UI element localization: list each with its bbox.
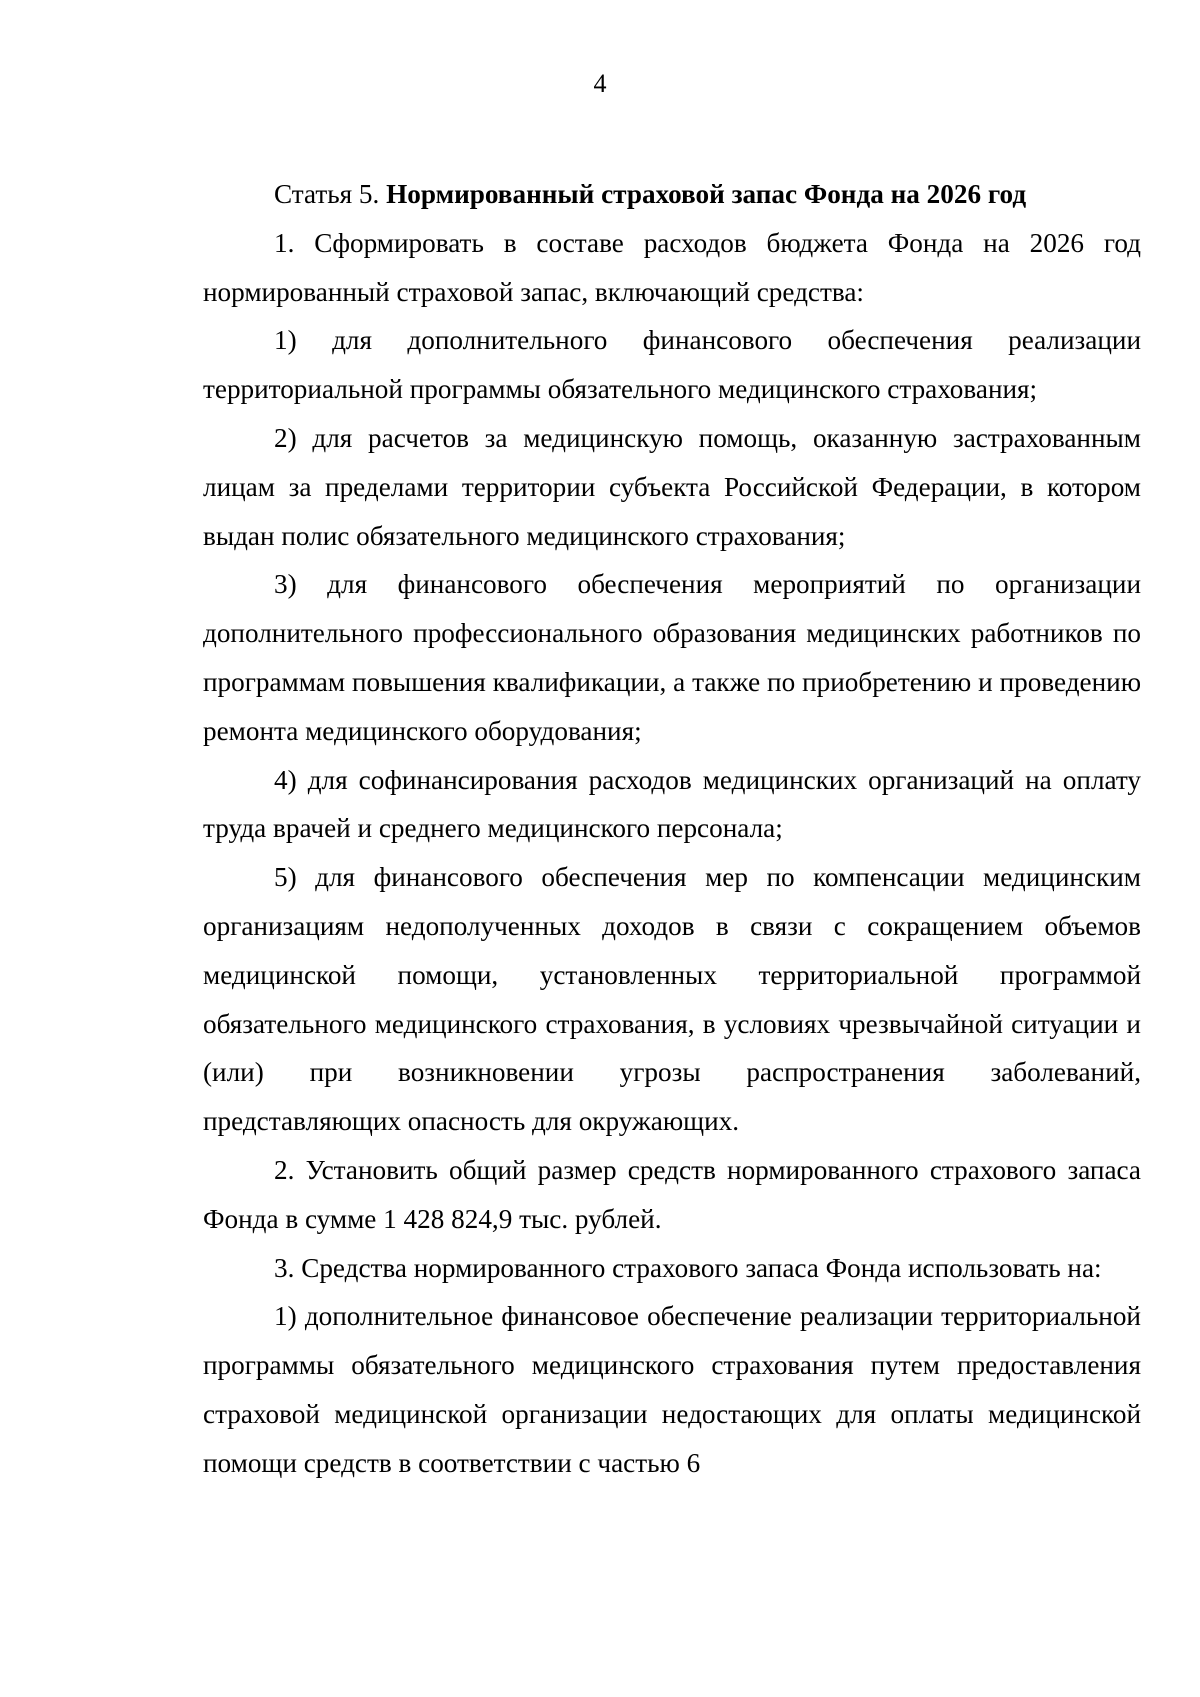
article-prefix: Статья 5. xyxy=(274,179,380,209)
document-body xyxy=(203,170,1141,1488)
paragraph: 2) для расчетов за медицинскую помощь, оказанную застрахованным лицам за пределами территории субъекта Российской Федерации, в котором выдан полис обязательного медицинского страхования; xyxy=(203,422,1141,551)
paragraph: 5) для финансового обеспечения мер по компенсации медицинским организациям недополученных доходов в связи с сокращением объемов медицинской помощи, установленных территориальной программой обязательного медицинского страхования, в условиях чрезвычайной ситуации и (или) при возникновении угрозы распространения заболеваний, представляющих опасность для окружающих. xyxy=(203,862,1141,1137)
paragraph: 1) для дополнительного финансового обеспечения реализации территориальной программы обязательного медицинского страхования; xyxy=(203,325,1141,405)
article-heading xyxy=(203,170,1141,219)
page-number: 4 xyxy=(593,69,607,98)
paragraph-last: 1) дополнительное финансовое обеспечение реализации территориальной программы обязательного медицинского страхования путем предоставления страховой медицинской организации недостающих для оплаты медицинской помощи средств в соответствии с частью 6 xyxy=(203,1301,1141,1478)
paragraph: 1. Сформировать в составе расходов бюджета Фонда на 2026 год нормированный страховой запас, включающий средства: xyxy=(203,227,1141,307)
paragraph: 4) для софинансирования расходов медицинских организаций на оплату труда врачей и среднего медицинского персонала; xyxy=(203,764,1141,844)
article-title: Нормированный страховой запас Фонда на 2026 год xyxy=(386,179,1027,209)
paragraph: 3) для финансового обеспечения мероприятий по организации дополнительного профессионального образования медицинских работников по программам повышения квалификации, а также по приобретению и проведению ремонта медицинского оборудования; xyxy=(203,569,1141,746)
paragraph: 3. Средства нормированного страхового запаса Фонда использовать на: xyxy=(274,1252,1102,1283)
paragraph: 2. Установить общий размер средств нормированного страхового запаса Фонда в сумме 1 428 824,9 тыс. рублей. xyxy=(203,1154,1141,1234)
